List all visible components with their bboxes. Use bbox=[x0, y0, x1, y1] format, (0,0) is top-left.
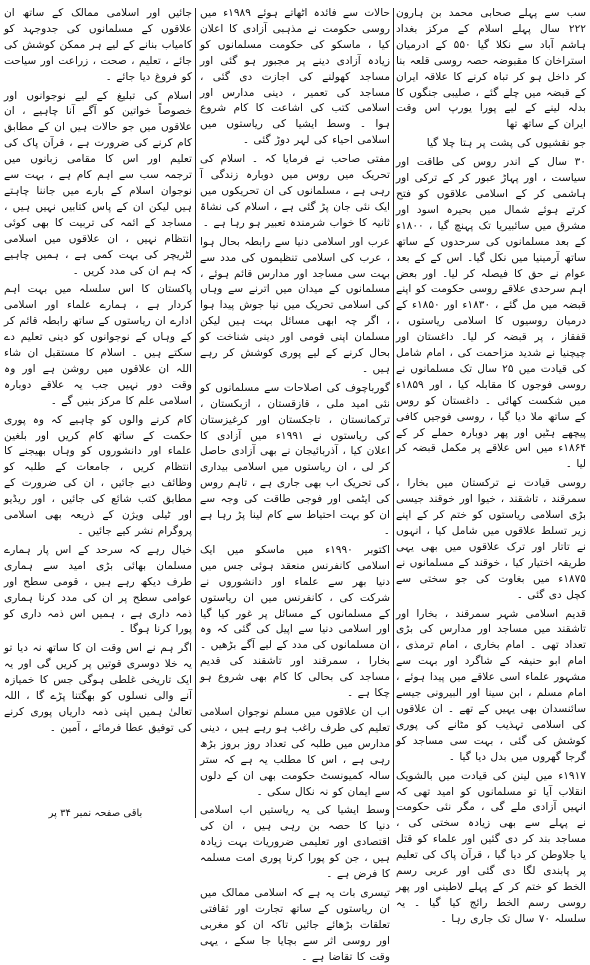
article-paragraph: سب سے پہلے صحابی محمد بن ہارون ۲۲۲ سال پہلے اسلام کے مرکز بغداد ہاشم آباد سے نکلا گیا ۵۵۰ کے ادرمیان استراخان کا مقبوضہ حصہ روسی قلعہ بنا کر داخل ہو کر تباہ کرنے کا علاقہ ایران کے قبضہ میں چلے گئے ، صلیبی جنگوں کا بدلہ لینے کے لیے پورا یورپ اس وقت ایران کے ساتھ تھا bbox=[396, 7, 586, 131]
article-paragraph: اسلام کی تبلیغ کے لیے نوجوانوں اور خصوصاً خواتین کو آگے آنا چاہیے ، ان علاقوں میں جو حالات ہیں ان کے مطابق کام کرنے کی ضرورت ہے ، قرآن پاک کی تعلیم اور اس کا مقامی زبانوں میں ترجمہ سب سے اہم کام ہے ، بہت سے نوجوان اسلام کے بارے میں جاننا چاہتے ہیں لیکن ان کے پاس کتابیں نہیں ہیں ، مساجد کے ائمہ کی تربیت کا بھی کوئی انتظام نہیں ، ان علاقوں میں اسلامی لٹریچر کی بہت کمی ہے ، ہمیں چاہیے کہ ہم ان کی مدد کریں ۔ bbox=[4, 89, 192, 277]
article-paragraph: تیسری بات یہ ہے کہ اسلامی ممالک میں ان ریاستوں کے ساتھ تجارت اور ثقافتی تعلقات بڑھائے جائیں تاکہ ان کو مغربی اور روسی اثر سے بچایا جا سکے ، یہی وقت کا تقاضا ہے ۔ bbox=[200, 886, 390, 963]
article-paragraph: وسط ایشیا کی یہ ریاستیں اب اسلامی دنیا کا حصہ بن رہی ہیں ، ان کی اقتصادی اور تعلیمی ضروریات بہت زیادہ ہیں ، جن کو پورا کرنا پوری امت مسلمہ کا فرض ہے ۔ bbox=[200, 804, 390, 881]
article-paragraph: ۱۹۱۷ء میں لینن کی قیادت میں بالشویک انقلاب آیا تو مسلمانوں کو امید تھی کہ انہیں آزادی ملے گی ، مگر نئی حکومت نے پہلے سے بھی زیادہ سختی کی ، مساجد بند کر دی گئیں اور علماء کو قتل یا جلاوطن کر دیا گیا ، قرآن پاک کی تعلیم پر پابندی لگا دی گئی اور عربی رسم الخط کو ختم کر کے پہلے لاطینی اور پھر روسی رسم الخط رائج کیا گیا ۔ یہ سلسلہ ۷۰ سال تک جاری رہا ۔ bbox=[396, 769, 586, 925]
article-paragraph: حالات سے فائدہ اٹھاتے ہوئے ۱۹۸۹ء میں روسی حکومت نے مذہبی آزادی کا اعلان کیا ، ماسکو کی حکومت مسلمانوں کو زیادہ آزادی دینے پر مجبور ہو گئی اور مساجد کھولنے کی اجازت دی گئی ، مساجد کی تعمیر ، دینی مدارس اور اسلامی کتب کی اشاعت کا کام شروع ہوا ۔ وسط ایشیا کی ریاستوں میں اسلامی احیاء کی لہر دوڑ گئی ۔ bbox=[200, 7, 390, 147]
article-paragraph: اگر ہم نے اس وقت ان کا ساتھ نہ دیا تو یہ خلا دوسری قوتیں پر کریں گی اور یہ ایک تاریخی غلطی ہوگی جس کا خمیازہ آنے والی نسلوں کو بھگتنا پڑے گا ، اللہ تعالیٰ ہمیں اپنی ذمہ داریاں پوری کرنے کی توفیق عطا فرمائے ، آمین ۔ bbox=[4, 642, 192, 734]
article-paragraph: پاکستان کا اس سلسلہ میں بہت اہم کردار ہے ، ہمارے علماء اور اسلامی ادارے ان ریاستوں کے ساتھ رابطہ قائم کر کے وہاں کے نوجوانوں کو دینی تعلیم دے سکتے ہیں ۔ اسلام کا مستقبل ان شاء اللہ ان علاقوں میں روشن ہے اور وہ وقت دور نہیں جب یہ علاقے دوبارہ اسلامی علم کا مرکز بنیں گے ۔ bbox=[4, 283, 192, 407]
article-paragraph: کام کرنے والوں کو چاہیے کہ وہ پوری حکمت کے ساتھ کام کریں اور بلغین علماء اور دانشوروں کو وہاں بھیجنے کا انتظام کریں ، جامعات کے طلبہ کو وظائف دیے جائیں ، ان کی ضرورت کے مطابق کتب شائع کی جائیں ، اور ریڈیو اور ٹیلی ویژن کے ذریعہ بھی اسلامی پروگرام نشر کیے جائیں ۔ bbox=[4, 413, 192, 537]
article-paragraph: قدیم اسلامی شہر سمرقند ، بخارا اور تاشقند میں مساجد اور مدارس کی بڑی تعداد تھی ۔ امام بخاری ، امام ترمذی ، امام ابو حنیفہ کے شاگرد اور بہت سے مشہور علماء اسی علاقے میں پیدا ہوئے ، امام مسلم ، ابن سینا اور البیرونی جیسے سائنسدان بھی یہیں کے تھے ۔ ان علاقوں کی اسلامی تہذیب کو مٹانے کی پوری کوشش کی گئی ، بہت سی مساجد کو گرجا گھروں میں بدل دیا گیا ۔ bbox=[396, 607, 586, 763]
article-paragraph: اکتوبر ۱۹۹۰ء میں ماسکو میں ایک اسلامی کانفرنس منعقد ہوئی جس میں دنیا بھر سے علماء اور دانشوروں نے شرکت کی ، کانفرنس میں ان ریاستوں کے مسلمانوں کے مسائل پر غور کیا گیا اور اسلامی دنیا سے اپیل کی گئی کہ وہ ان مسلمانوں کی مدد کے لیے آگے بڑھیں ۔ بخارا ، سمرقند اور تاشقند کی قدیم مساجد کی بحالی کا کام بھی شروع ہو چکا ہے ۔ bbox=[200, 543, 390, 700]
article-paragraph: خیال رہے کہ سرحد کے اس پار ہمارے مسلمان بھائی بڑی امید سے ہماری طرف دیکھ رہے ہیں ، قومی سطح اور عوامی سطح پر ان کی مدد کرنا ہماری ذمہ داری ہے ، ہمیں اس ذمہ داری کو پورا کرنا ہوگا ۔ bbox=[4, 543, 192, 636]
article-paragraph: مفتی صاحب نے فرمایا کہ ۔ اسلام کی تحریک میں روس میں دوبارہ زندگی آ رہی ہے ، مسلمانوں کی ان تحریکوں میں ایک نئی جان پڑ گئی ہے ، اسلام کی نشاۃ ثانیہ کا خواب شرمندہ تعبیر ہو رہا ہے ۔ bbox=[200, 153, 390, 229]
article-paragraph: جو نقشیوں کی پشت پر ہتا چلا گیا bbox=[426, 137, 586, 150]
article-paragraph: ۳۰ سال کے اندر روس کی طاقت اور سیاست ، اور پہاڑ عبور کر کے ترکی اور ہاشمی کر کے اسلامی علاقوں کو فتح کرتے ہوئے شمال میں بحیرہ اسود اور مشرق میں سائبیریا تک پہنچ گیا ، ۱۸۰۰ء کے بعد مسلمانوں کی سرحدوں کے ساتھ ساتھ آرمینیا میں نکل گیا۔ اس کے کے بعد عوام نے حق کا فیصلہ کر لیا۔ اور بعض اہم سرحدی علاقے روسی حکومت کو اپنے قبضہ میں مل گئے ، ۱۸۳۰ء اور ۱۸۵۰ء کے درمیان روسیوں کا اسلامی ریاستوں ، قفقاز ، پر قبضہ کر لیا۔ داغستان اور چیچنیا نے شدید مزاحمت کی ، امام شامل کی قیادت میں ۲۵ سال تک مسلمانوں نے روسی فوجوں کا مقابلہ کیا ، اور ۱۸۵۹ء میں شکست کھائی ۔ داغستان کو روس کے ساتھ ملا دیا گیا ، روسی فوجیں کافی پیچھے ہٹیں اور پھر دوبارہ حملے کر کے ۱۸۶۴ء میں اس علاقے پر مکمل قبضہ کر لیا ۔ bbox=[396, 156, 586, 471]
column-middle bbox=[200, 6, 390, 963]
column-left bbox=[4, 6, 192, 822]
article-paragraph: روسی قیادت نے ترکستان میں بخارا ، سمرقند ، تاشقند ، خیوا اور خوقند جیسی بڑی اسلامی ریاستوں کو ختم کر کے اپنے زیر تسلط علاقوں میں شامل کیا ، انہوں نے تاتار اور ترک علاقوں میں بھی یہی طریقہ اختیار کیا ، خوقند کے مسلمانوں نے ۱۸۷۵ء میں بغاوت کی جو سختی سے کچل دی گئی ۔ bbox=[396, 477, 586, 601]
column-divider bbox=[393, 8, 394, 818]
column-right bbox=[396, 6, 586, 925]
article-paragraph: عرب اور اسلامی دنیا سے رابطہ بحال ہوا ، عرب کی اسلامی تنظیموں کی مدد سے بہت سی مساجد اور مدارس قائم ہوئے ، مسلمانوں کے میدان میں اترنے سے وہاں کی اسلامی تحریک میں نیا جوش پیدا ہوا ، اگر چہ ابھی مسائل بہت ہیں لیکن مسلمان اپنی قومی اور دینی شناخت کو بحال کرنے کے لیے پوری کوشش کر رہے ہیں ۔ bbox=[200, 235, 390, 375]
article-paragraph: جائیں اور اسلامی ممالک کے ساتھ ان علاقوں کے مسلمانوں کی جدوجہد کو کامیاب بنانے کے لیے ہر ممکن کوشش کی جائے ، تعلیم ، صحت ، زراعت اور سیاحت کو فروغ دیا جائے ۔ bbox=[4, 7, 192, 83]
column-divider bbox=[195, 8, 196, 818]
article-paragraph: گورباچوف کی اصلاحات سے مسلمانوں کو نئی امید ملی ، قازقستان ، ازبکستان ، ترکمانستان ، تاجکستان اور کرغیزستان کی ریاستوں نے ۱۹۹۱ء میں آزادی کا اعلان کیا ، آذربائیجان نے بھی آزادی حاصل کر لی ، ان ریاستوں میں اسلامی بیداری کی تحریک اب بھی جاری ہے ، تاہم روس کی ایٹمی اور فوجی طاقت کی وجہ سے ان کو بہت احتیاط سے کام لینا پڑ رہا ہے ۔ bbox=[200, 381, 390, 537]
article-paragraph: اب ان علاقوں میں مسلم نوجوان اسلامی تعلیم کی طرف راغب ہو رہے ہیں ، دینی مدارس میں طلبہ کی تعداد روز بروز بڑھ رہی ہے ، اس کا مطلب یہ ہے کہ ستر سالہ کمیونسٹ حکومت بھی ان کے دلوں سے ایمان کو نہ نکال سکی ۔ bbox=[200, 705, 390, 798]
continuation-note: باقی صفحہ نمبر ۳۴ پر bbox=[48, 808, 143, 819]
